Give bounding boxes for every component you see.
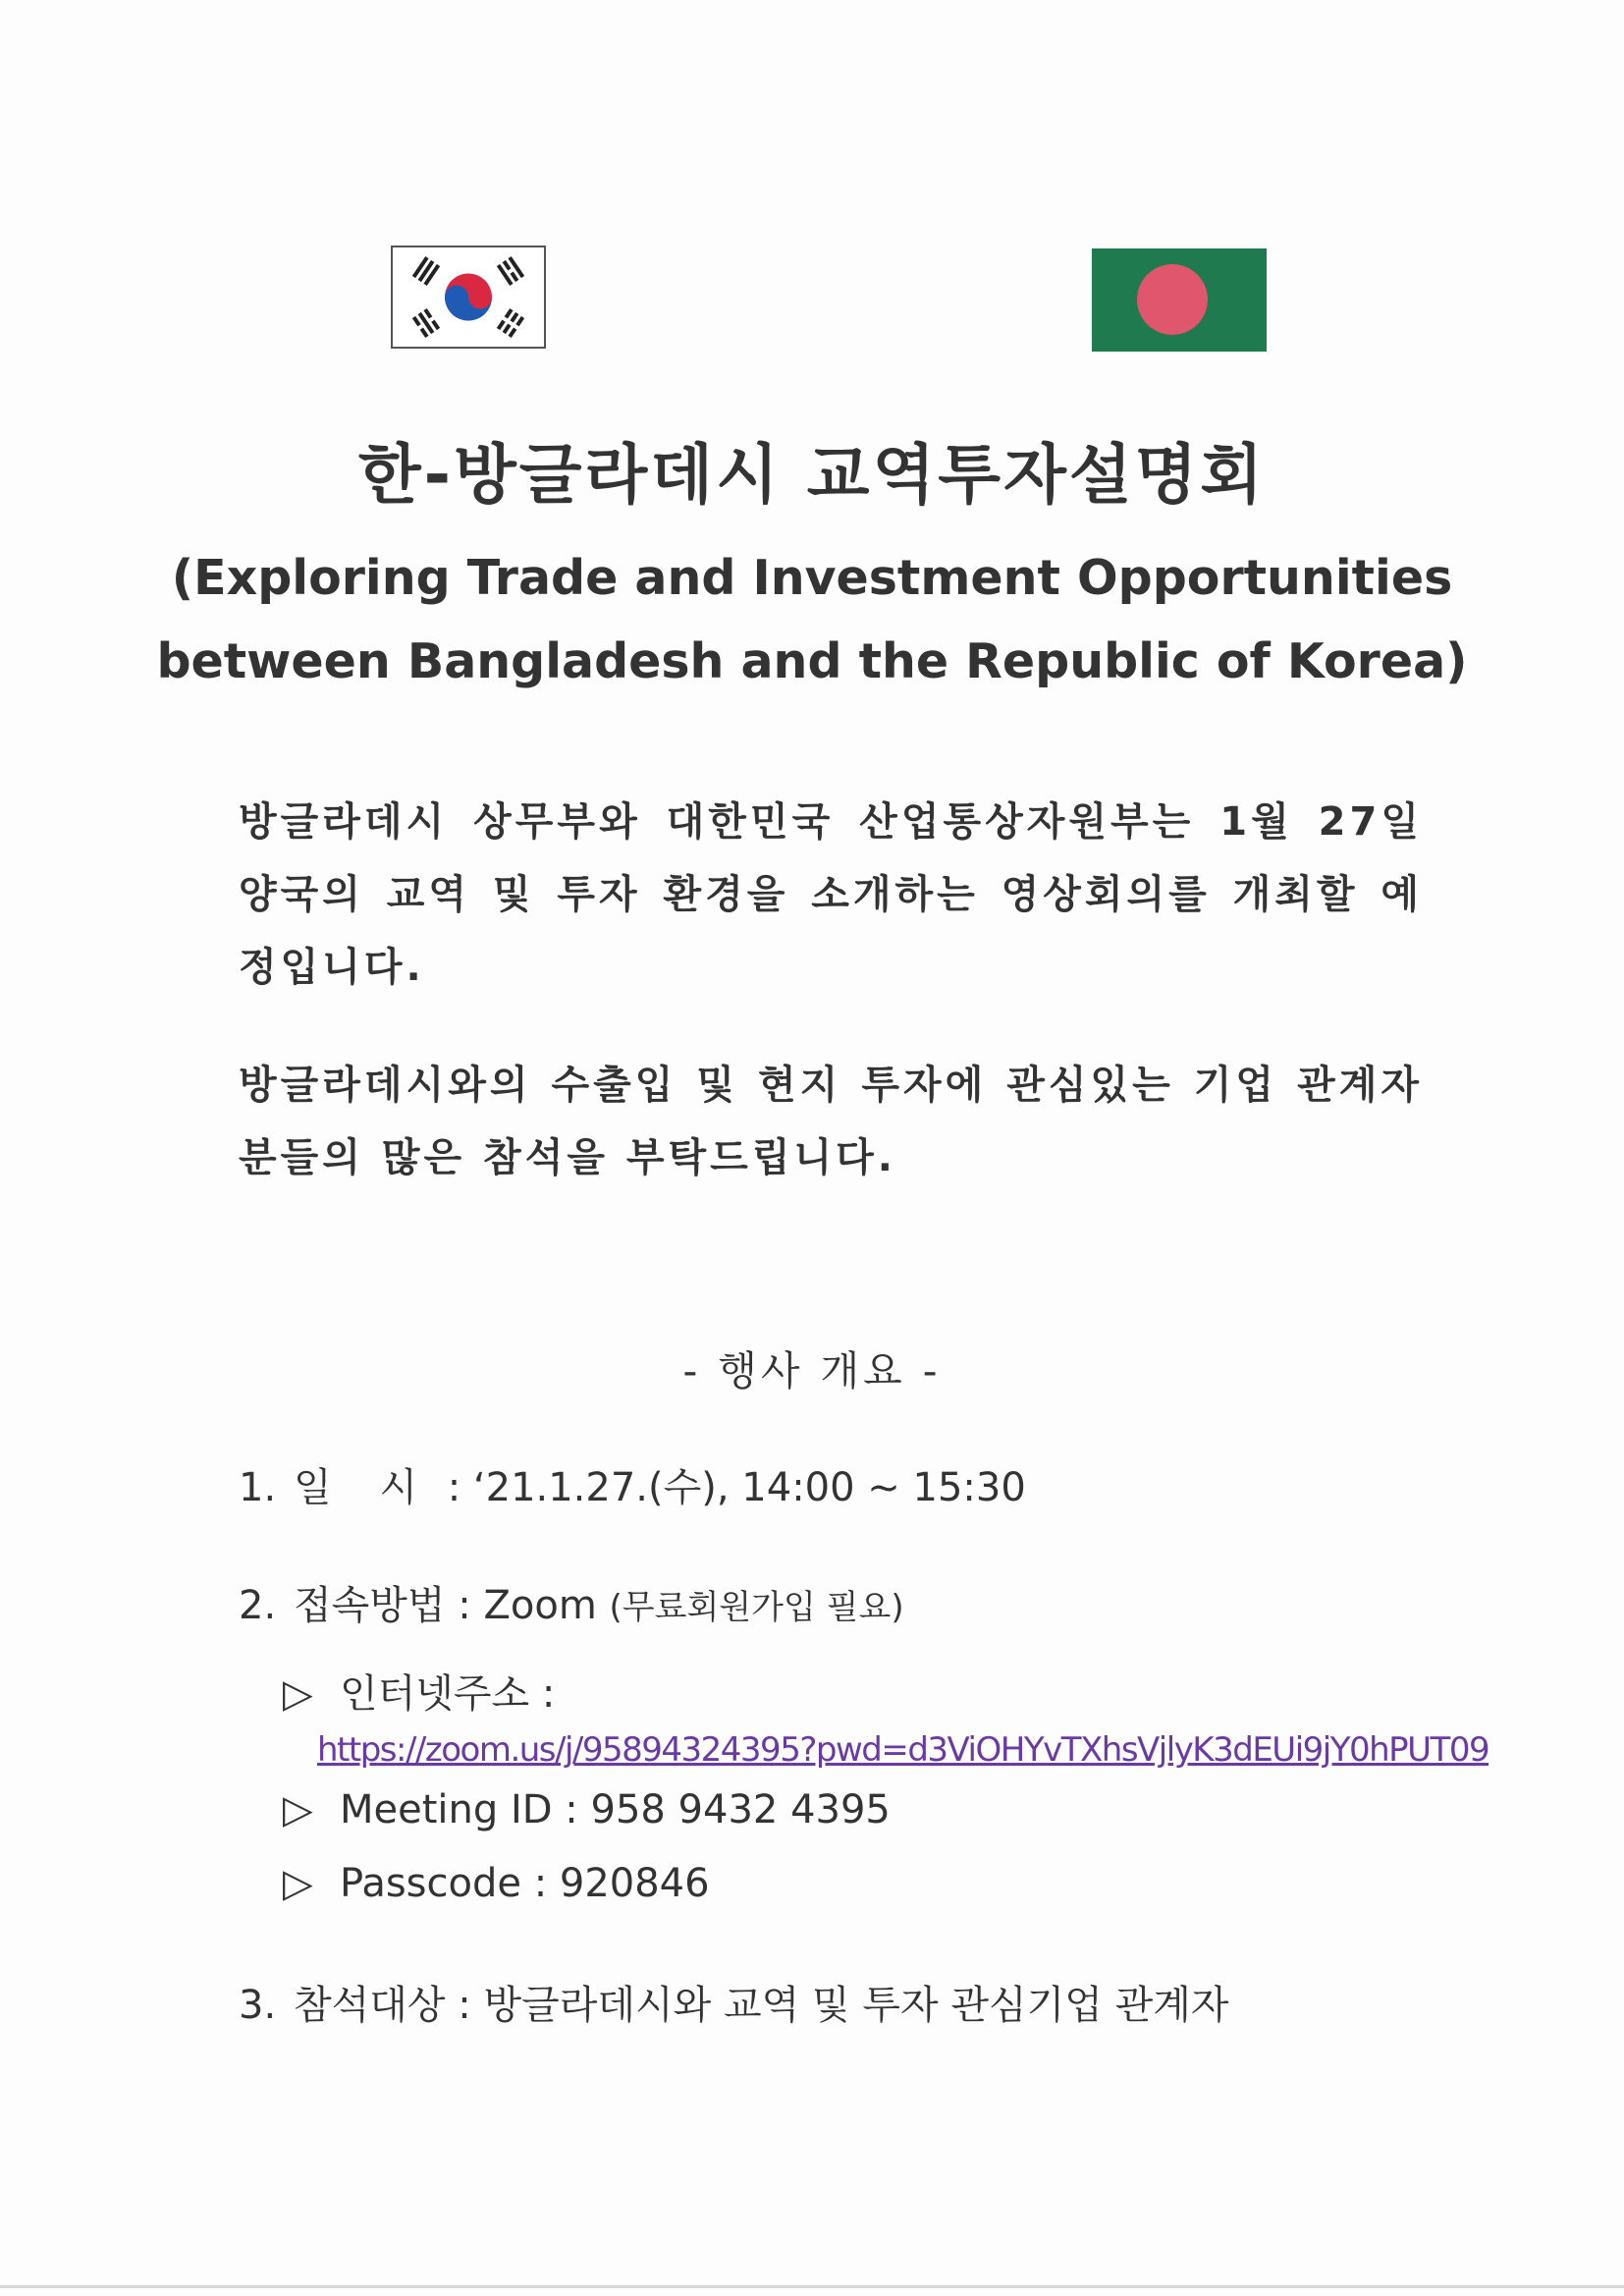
item-number: 1. xyxy=(239,1465,277,1510)
triangle-bullet-icon: ▷ xyxy=(283,1861,313,1906)
page-title: 한-방글라데시 교역투자설명회 xyxy=(357,437,1267,513)
item-value: 방글라데시와 교역 및 투자 관심기업 관계자 xyxy=(483,1983,1229,2028)
invitation-paragraph: 방글라데시와의 수출입 및 현지 투자에 관심있는 기업 관계자분들의 많은 참석을 부탁드립니다. xyxy=(239,1063,1423,1180)
passcode-row xyxy=(283,1861,710,1906)
triangle-bullet-icon: ▷ xyxy=(283,1671,313,1717)
item-separator: : xyxy=(435,1465,473,1510)
item-number: 3. xyxy=(239,1983,277,2028)
internet-address-label: 인터넷주소 : xyxy=(340,1671,556,1717)
item-key: 참석대상 xyxy=(294,1983,446,2028)
bangladesh-flag xyxy=(1092,248,1267,352)
overview-heading: - 행사 개요 - xyxy=(682,1347,942,1394)
overview-item-access xyxy=(239,1574,904,1630)
meeting-id-text: Meeting ID : 958 9432 4395 xyxy=(340,1787,891,1832)
overview-item-date xyxy=(239,1456,1026,1512)
item-value: ‘21.1.27.(수), 14:00 ~ 15:30 xyxy=(472,1465,1026,1510)
overview-item-attendees xyxy=(239,1974,1229,2030)
item-separator: : xyxy=(445,1583,484,1628)
intro-paragraph: 방글라데시 상무부와 대한민국 산업통상자원부는 1월 27일 양국의 교역 및 투자 환경을 소개하는 영상회의를 개최할 예정입니다. xyxy=(239,799,1423,990)
page-bottom-edge xyxy=(0,2285,1624,2288)
internet-address-row xyxy=(283,1663,555,1719)
item-number: 2. xyxy=(239,1583,277,1628)
item-key: 접속방법 xyxy=(294,1583,446,1628)
subtitle-line-1: (Exploring Trade and Investment Opportunities xyxy=(171,550,1453,606)
zoom-meeting-link[interactable]: https://zoom.us/j/95894324395?pwd=d3ViOHYvTXhsVjlyK3dEUi9jY0hPUT09 xyxy=(317,1730,1489,1770)
item-value: Zoom xyxy=(483,1583,597,1628)
item-note: (무료회원가입 필요) xyxy=(609,1588,904,1627)
triangle-bullet-icon: ▷ xyxy=(283,1787,313,1832)
passcode-text: Passcode : 920846 xyxy=(340,1861,710,1906)
item-separator: : xyxy=(445,1983,484,2028)
item-key: 일 시 xyxy=(294,1465,435,1510)
bangladesh-flag-icon xyxy=(1092,248,1267,352)
subtitle-line-2: between Bangladesh and the Republic of Korea) xyxy=(156,633,1468,689)
taegukgi-icon xyxy=(393,247,544,347)
meeting-id-row xyxy=(283,1787,891,1832)
south-korea-flag xyxy=(391,246,546,349)
